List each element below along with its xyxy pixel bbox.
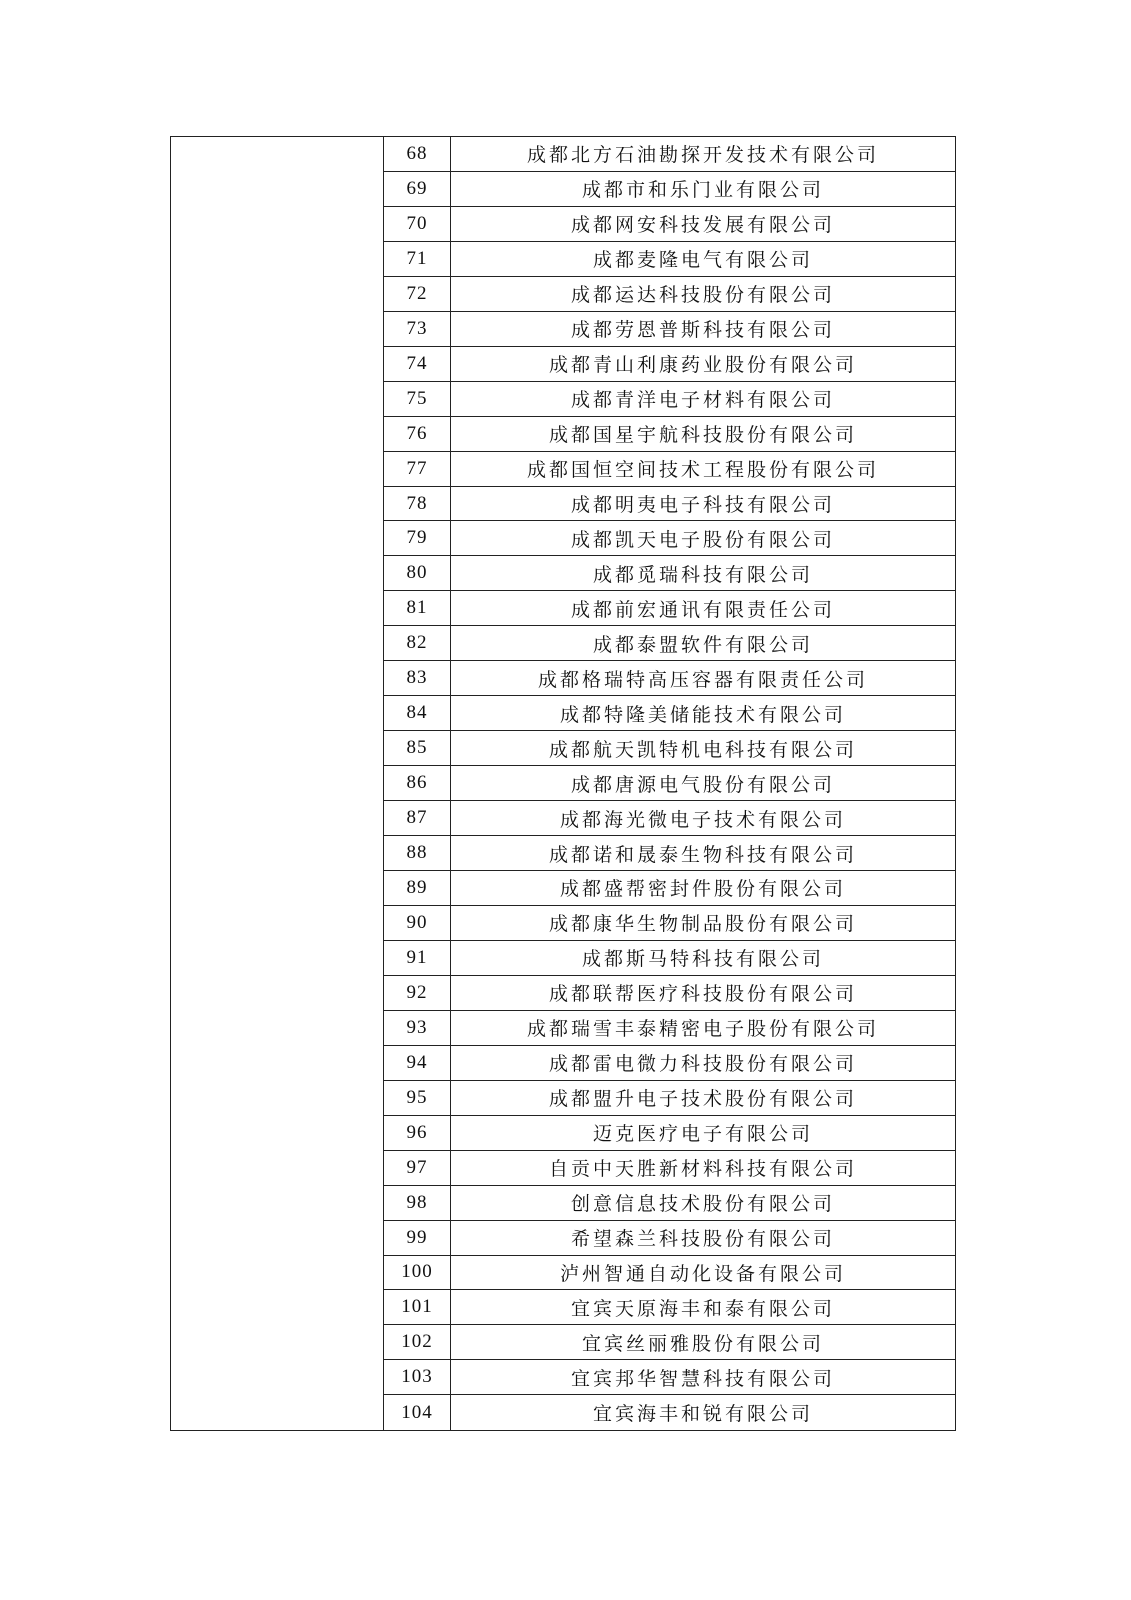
company-name: 成都航天凯特机电科技有限公司 bbox=[548, 738, 857, 761]
company-name: 成都雷电微力科技股份有限公司 bbox=[548, 1053, 857, 1076]
company-name: 泸州智通自动化设备有限公司 bbox=[559, 1262, 846, 1285]
row-number: 93 bbox=[384, 1011, 451, 1045]
company-name: 成都市和乐门业有限公司 bbox=[581, 179, 824, 202]
category-cell bbox=[171, 137, 384, 1430]
company-name: 创意信息技术股份有限公司 bbox=[570, 1193, 835, 1216]
table-row bbox=[384, 976, 955, 1011]
table-row bbox=[384, 452, 955, 487]
row-number: 97 bbox=[384, 1151, 451, 1185]
company-name: 成都北方石油勘探开发技术有限公司 bbox=[526, 144, 879, 167]
row-number: 84 bbox=[384, 696, 451, 730]
company-name: 希望森兰科技股份有限公司 bbox=[570, 1228, 835, 1251]
company-name: 成都盛帮密封件股份有限公司 bbox=[559, 878, 846, 901]
company-name: 成都海光微电子技术有限公司 bbox=[559, 808, 846, 831]
table-row bbox=[384, 521, 955, 556]
table-row bbox=[384, 382, 955, 417]
table-row bbox=[384, 696, 955, 731]
company-name: 成都凯天电子股份有限公司 bbox=[570, 528, 835, 551]
row-number: 77 bbox=[384, 452, 451, 486]
table-row bbox=[384, 731, 955, 766]
row-number: 90 bbox=[384, 906, 451, 940]
row-number: 101 bbox=[384, 1290, 451, 1324]
table-row bbox=[384, 906, 955, 941]
company-name: 宜宾海丰和锐有限公司 bbox=[592, 1403, 813, 1426]
table-row bbox=[384, 1081, 955, 1116]
row-number: 82 bbox=[384, 626, 451, 660]
table-row bbox=[384, 1395, 955, 1430]
table-row bbox=[384, 1151, 955, 1186]
company-name: 成都泰盟软件有限公司 bbox=[592, 633, 813, 656]
table-row bbox=[384, 766, 955, 801]
row-number: 85 bbox=[384, 731, 451, 765]
table-row bbox=[384, 207, 955, 242]
row-number: 104 bbox=[384, 1395, 451, 1430]
row-number: 102 bbox=[384, 1325, 451, 1359]
row-number: 80 bbox=[384, 556, 451, 590]
company-name: 宜宾丝丽雅股份有限公司 bbox=[581, 1332, 824, 1355]
company-name: 迈克医疗电子有限公司 bbox=[592, 1123, 813, 1146]
company-name: 成都运达科技股份有限公司 bbox=[570, 284, 835, 307]
row-number: 73 bbox=[384, 312, 451, 346]
company-name: 成都唐源电气股份有限公司 bbox=[570, 773, 835, 796]
company-name: 自贡中天胜新材料科技有限公司 bbox=[548, 1158, 857, 1181]
row-number: 68 bbox=[384, 137, 451, 171]
table-row bbox=[384, 487, 955, 522]
company-name: 宜宾邦华智慧科技有限公司 bbox=[570, 1367, 835, 1390]
company-name: 成都明夷电子科技有限公司 bbox=[570, 494, 835, 516]
row-number: 83 bbox=[384, 661, 451, 695]
row-number: 81 bbox=[384, 591, 451, 625]
row-number: 95 bbox=[384, 1081, 451, 1115]
row-number: 100 bbox=[384, 1256, 451, 1290]
row-number: 87 bbox=[384, 801, 451, 835]
company-name: 成都斯马特科技有限公司 bbox=[581, 948, 824, 971]
table-row bbox=[384, 1116, 955, 1151]
row-number: 86 bbox=[384, 766, 451, 800]
table-row bbox=[384, 836, 955, 871]
company-name: 成都网安科技发展有限公司 bbox=[570, 214, 835, 237]
table-row bbox=[384, 312, 955, 347]
table-row bbox=[384, 1256, 955, 1291]
row-number: 91 bbox=[384, 941, 451, 975]
table-row bbox=[384, 172, 955, 207]
row-number: 78 bbox=[384, 487, 451, 521]
company-name: 成都诺和晟泰生物科技有限公司 bbox=[548, 843, 857, 866]
company-name: 宜宾天原海丰和泰有限公司 bbox=[570, 1297, 835, 1320]
company-name: 成都康华生物制品股份有限公司 bbox=[548, 913, 857, 936]
table-row bbox=[384, 1221, 955, 1256]
row-number: 96 bbox=[384, 1116, 451, 1150]
company-list-table bbox=[170, 136, 956, 1431]
row-number: 99 bbox=[384, 1221, 451, 1255]
company-name: 成都盟升电子技术股份有限公司 bbox=[548, 1088, 857, 1111]
table-row bbox=[384, 941, 955, 976]
company-name: 成都联帮医疗科技股份有限公司 bbox=[548, 983, 857, 1006]
company-name: 成都前宏通讯有限责任公司 bbox=[570, 598, 835, 621]
table-row bbox=[384, 1011, 955, 1046]
company-name: 成都瑞雪丰泰精密电子股份有限公司 bbox=[526, 1018, 879, 1041]
table-row bbox=[384, 1325, 955, 1360]
company-name: 成都国恒空间技术工程股份有限公司 bbox=[526, 459, 879, 482]
row-number: 76 bbox=[384, 417, 451, 451]
row-number: 79 bbox=[384, 521, 451, 555]
row-number: 72 bbox=[384, 277, 451, 311]
table-rows bbox=[384, 137, 955, 1430]
table-row bbox=[384, 417, 955, 452]
company-name: 成都青山利康药业股份有限公司 bbox=[548, 354, 857, 377]
company-name: 成都特隆美储能技术有限公司 bbox=[559, 703, 846, 726]
company-name: 成都觅瑞科技有限公司 bbox=[592, 563, 813, 586]
row-number: 94 bbox=[384, 1046, 451, 1080]
row-number: 70 bbox=[384, 207, 451, 241]
row-number: 98 bbox=[384, 1186, 451, 1220]
row-number: 74 bbox=[384, 347, 451, 381]
table-row bbox=[384, 347, 955, 382]
row-number: 71 bbox=[384, 242, 451, 276]
table-row bbox=[384, 556, 955, 591]
table-row bbox=[384, 1046, 955, 1081]
table-row bbox=[384, 801, 955, 836]
table-row bbox=[384, 626, 955, 661]
table-row bbox=[384, 1290, 955, 1325]
row-number: 69 bbox=[384, 172, 451, 206]
company-name: 成都劳恩普斯科技有限公司 bbox=[570, 319, 835, 342]
table-row bbox=[384, 591, 955, 626]
table-row bbox=[384, 871, 955, 906]
table-row bbox=[384, 1360, 955, 1395]
company-name: 成都青洋电子材料有限公司 bbox=[570, 389, 835, 412]
table-row bbox=[384, 277, 955, 312]
table-row bbox=[384, 661, 955, 696]
row-number: 88 bbox=[384, 836, 451, 870]
company-name: 成都国星宇航科技股份有限公司 bbox=[548, 424, 857, 447]
company-name: 成都麦隆电气有限公司 bbox=[592, 249, 813, 272]
row-number: 89 bbox=[384, 871, 451, 905]
row-number: 75 bbox=[384, 382, 451, 416]
table-row bbox=[384, 1186, 955, 1221]
company-name: 成都格瑞特高压容器有限责任公司 bbox=[537, 668, 868, 691]
table-row bbox=[384, 137, 955, 172]
table-row bbox=[384, 242, 955, 277]
row-number: 103 bbox=[384, 1360, 451, 1394]
row-number: 92 bbox=[384, 976, 451, 1010]
